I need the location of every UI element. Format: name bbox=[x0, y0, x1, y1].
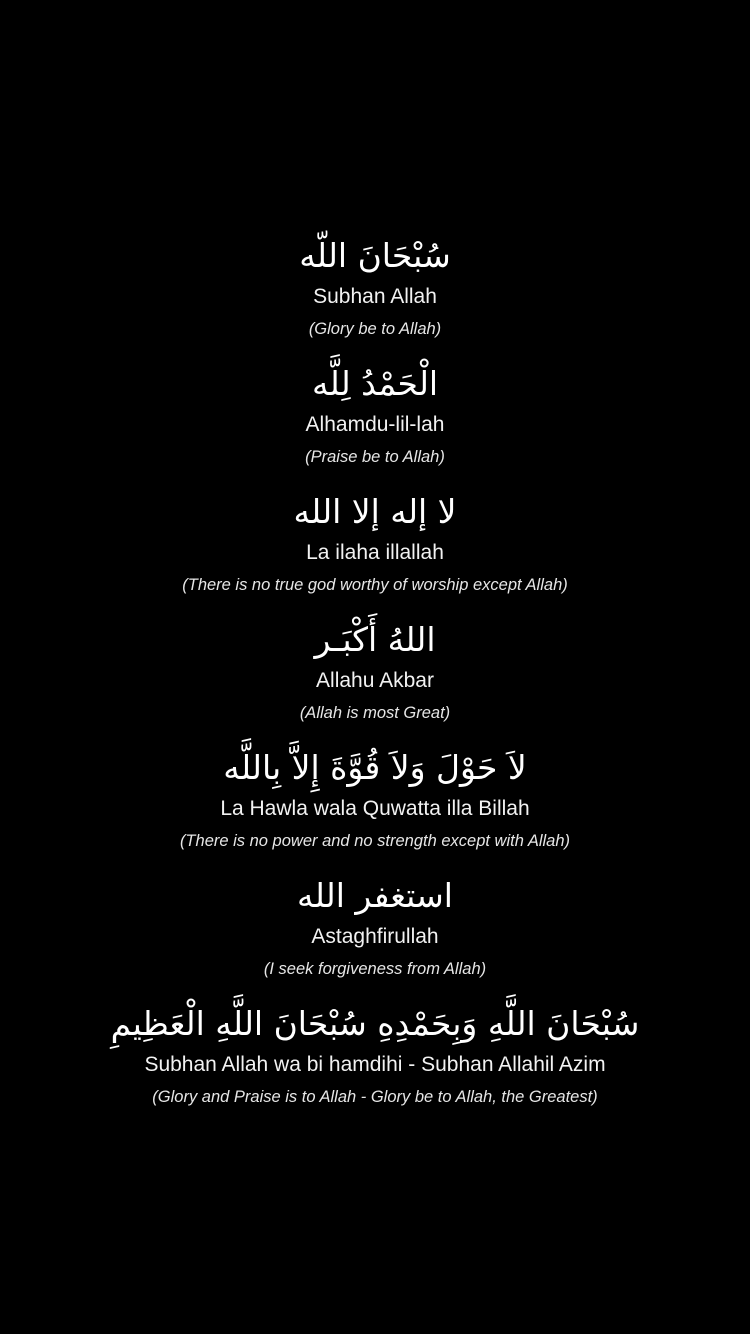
meaning-text: (I seek forgiveness from Allah) bbox=[263, 960, 487, 978]
dhikr-item-allahu-akbar bbox=[0, 616, 750, 728]
arabic-text: سُبْحَانَ اللَّهِ وَبِحَمْدِهِ سُبْحَانَ اللَّهِ الْعَظِيمِ bbox=[110, 1004, 640, 1043]
dhikr-item-la-hawla bbox=[0, 744, 750, 856]
transliteration-text: Allahu Akbar bbox=[316, 669, 434, 692]
dhikr-item-subhan-allah bbox=[0, 232, 750, 344]
dhikr-item-astaghfirullah bbox=[0, 872, 750, 984]
arabic-text: اللهُ أَكْبَـر bbox=[314, 620, 436, 659]
arabic-text: لا إله إلا الله bbox=[293, 492, 457, 531]
meaning-text: (There is no true god worthy of worship except Allah) bbox=[182, 576, 568, 594]
transliteration-text: Alhamdu-lil-lah bbox=[305, 413, 445, 436]
arabic-text: لاَ حَوْلَ وَلاَ قُوَّةَ إِلاَّ بِاللَّه bbox=[223, 748, 527, 787]
meaning-text: (Glory be to Allah) bbox=[308, 320, 442, 338]
transliteration-text: Astaghfirullah bbox=[311, 925, 439, 948]
transliteration-text: La ilaha illallah bbox=[306, 541, 444, 564]
transliteration-text: Subhan Allah wa bi hamdihi - Subhan Allahil Azim bbox=[144, 1053, 606, 1076]
transliteration-text: La Hawla wala Quwatta illa Billah bbox=[220, 797, 530, 820]
dhikr-item-alhamdulillah bbox=[0, 360, 750, 472]
meaning-text: (Glory and Praise is to Allah - Glory be to Allah, the Greatest) bbox=[152, 1088, 598, 1106]
transliteration-text: Subhan Allah bbox=[313, 285, 437, 308]
dhikr-item-la-ilaha-illallah bbox=[0, 488, 750, 600]
meaning-text: (Allah is most Great) bbox=[299, 704, 451, 722]
dhikr-list bbox=[0, 232, 750, 1112]
dhikr-item-subhan-allah-wa-bihamdihi bbox=[0, 1000, 750, 1112]
arabic-text: سُبْحَانَ اللّه bbox=[299, 236, 451, 275]
arabic-text: الْحَمْدُ لِلَّه bbox=[311, 364, 439, 403]
meaning-text: (Praise be to Allah) bbox=[305, 448, 445, 466]
arabic-text: استغفر الله bbox=[297, 876, 453, 915]
meaning-text: (There is no power and no strength except with Allah) bbox=[179, 832, 571, 850]
